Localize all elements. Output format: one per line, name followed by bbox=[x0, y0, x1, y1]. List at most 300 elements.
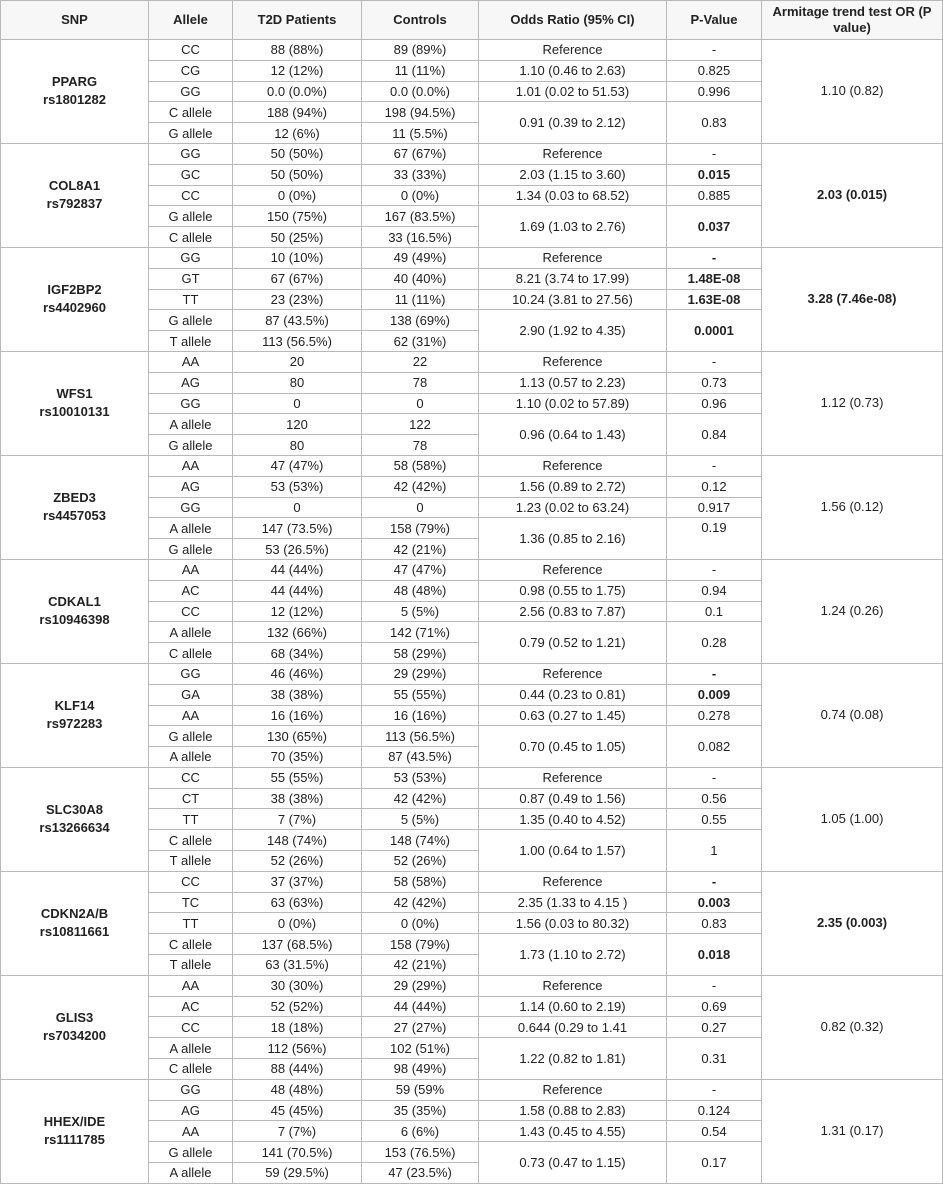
trend-cell: 2.35 (0.003) bbox=[762, 871, 943, 975]
allele-cell: A allele bbox=[149, 622, 233, 643]
t2d-cell: 63 (63%) bbox=[233, 892, 362, 913]
snp-gene: GLIS3 bbox=[55, 1010, 94, 1026]
controls-cell: 138 (69%) bbox=[362, 310, 479, 331]
controls-cell: 158 (79%) bbox=[362, 518, 479, 539]
controls-cell: 35 (35%) bbox=[362, 1100, 479, 1121]
allele-cell: GG bbox=[149, 143, 233, 164]
allele-cell: A allele bbox=[149, 1163, 233, 1184]
t2d-cell: 48 (48%) bbox=[233, 1079, 362, 1100]
t2d-cell: 147 (73.5%) bbox=[233, 518, 362, 539]
table-row bbox=[1, 1079, 943, 1100]
p-value-cell: 0.018 bbox=[667, 934, 762, 976]
allele-cell: C allele bbox=[149, 830, 233, 851]
t2d-cell: 80 bbox=[233, 372, 362, 393]
controls-cell: 0 bbox=[362, 497, 479, 518]
allele-cell: CC bbox=[149, 767, 233, 788]
allele-cell: CC bbox=[149, 871, 233, 892]
p-value-cell: 0.94 bbox=[667, 580, 762, 601]
allele-cell: CG bbox=[149, 60, 233, 81]
p-value-cell: 0.003 bbox=[667, 892, 762, 913]
controls-cell: 42 (42%) bbox=[362, 788, 479, 809]
allele-cell: AG bbox=[149, 476, 233, 497]
header-t2d-patients: T2D Patients bbox=[233, 1, 362, 40]
trend-cell: 1.56 (0.12) bbox=[762, 455, 943, 559]
p-value-cell: 0.69 bbox=[667, 996, 762, 1017]
table-row bbox=[1, 351, 943, 372]
controls-cell: 113 (56.5%) bbox=[362, 726, 479, 747]
snp-cell bbox=[1, 975, 149, 1079]
header-armitage-trend: Armitage trend test OR (P value) bbox=[762, 1, 943, 40]
odds-ratio-cell: 0.644 (0.29 to 1.41 bbox=[479, 1017, 667, 1038]
t2d-cell: 59 (29.5%) bbox=[233, 1163, 362, 1184]
p-value-cell: 0.84 bbox=[667, 414, 762, 456]
odds-ratio-cell: 0.98 (0.55 to 1.75) bbox=[479, 580, 667, 601]
odds-ratio-cell: 1.34 (0.03 to 68.52) bbox=[479, 185, 667, 206]
allele-cell: GC bbox=[149, 164, 233, 185]
t2d-cell: 148 (74%) bbox=[233, 830, 362, 851]
snp-cell bbox=[1, 351, 149, 455]
t2d-cell: 0 (0%) bbox=[233, 185, 362, 206]
snp-gene: PPARG bbox=[51, 74, 98, 90]
p-value-cell: - bbox=[667, 663, 762, 684]
t2d-cell: 47 (47%) bbox=[233, 455, 362, 476]
t2d-cell: 12 (12%) bbox=[233, 60, 362, 81]
controls-cell: 29 (29%) bbox=[362, 663, 479, 684]
trend-cell: 1.31 (0.17) bbox=[762, 1079, 943, 1183]
trend-cell: 3.28 (7.46e-08) bbox=[762, 247, 943, 351]
p-value-cell: 0.825 bbox=[667, 60, 762, 81]
controls-cell: 148 (74%) bbox=[362, 830, 479, 851]
t2d-cell: 12 (12%) bbox=[233, 601, 362, 622]
t2d-cell: 0 (0%) bbox=[233, 913, 362, 934]
odds-ratio-cell: 8.21 (3.74 to 17.99) bbox=[479, 268, 667, 289]
header-controls: Controls bbox=[362, 1, 479, 40]
controls-cell: 42 (21%) bbox=[362, 539, 479, 560]
snp-gene: WFS1 bbox=[56, 386, 93, 402]
allele-cell: GG bbox=[149, 663, 233, 684]
allele-cell: GA bbox=[149, 684, 233, 705]
allele-cell: GG bbox=[149, 247, 233, 268]
controls-cell: 11 (5.5%) bbox=[362, 123, 479, 144]
allele-cell: TT bbox=[149, 809, 233, 830]
snp-rsid: rs10946398 bbox=[39, 612, 110, 628]
p-value-cell: 0.73 bbox=[667, 372, 762, 393]
odds-ratio-cell: 0.96 (0.64 to 1.43) bbox=[479, 414, 667, 456]
controls-cell: 5 (5%) bbox=[362, 809, 479, 830]
p-value-cell: 0.1 bbox=[667, 601, 762, 622]
allele-cell: GG bbox=[149, 1079, 233, 1100]
controls-cell: 11 (11%) bbox=[362, 60, 479, 81]
controls-cell: 49 (49%) bbox=[362, 247, 479, 268]
t2d-cell: 53 (53%) bbox=[233, 476, 362, 497]
t2d-cell: 7 (7%) bbox=[233, 809, 362, 830]
t2d-cell: 50 (25%) bbox=[233, 227, 362, 248]
snp-rsid: rs10010131 bbox=[39, 404, 110, 420]
t2d-cell: 67 (67%) bbox=[233, 268, 362, 289]
odds-ratio-cell: 2.56 (0.83 to 7.87) bbox=[479, 601, 667, 622]
odds-ratio-cell: 0.70 (0.45 to 1.05) bbox=[479, 726, 667, 768]
snp-gene: HHEX/IDE bbox=[43, 1114, 106, 1130]
controls-cell: 167 (83.5%) bbox=[362, 206, 479, 227]
controls-cell: 47 (23.5%) bbox=[362, 1163, 479, 1184]
controls-cell: 122 bbox=[362, 414, 479, 435]
header-allele: Allele bbox=[149, 1, 233, 40]
t2d-cell: 188 (94%) bbox=[233, 102, 362, 123]
t2d-cell: 0 bbox=[233, 393, 362, 414]
t2d-cell: 16 (16%) bbox=[233, 705, 362, 726]
p-value-cell: 1 bbox=[667, 830, 762, 872]
snp-rsid: rs13266634 bbox=[39, 820, 110, 836]
p-value-cell: 0.917 bbox=[667, 497, 762, 518]
p-value-cell: 0.037 bbox=[667, 206, 762, 248]
odds-ratio-cell: 1.73 (1.10 to 2.72) bbox=[479, 934, 667, 976]
t2d-cell: 37 (37%) bbox=[233, 871, 362, 892]
snp-rsid: rs1801282 bbox=[43, 92, 106, 108]
t2d-cell: 70 (35%) bbox=[233, 747, 362, 768]
allele-cell: CC bbox=[149, 40, 233, 61]
table-row bbox=[1, 663, 943, 684]
controls-cell: 47 (47%) bbox=[362, 559, 479, 580]
t2d-cell: 53 (26.5%) bbox=[233, 539, 362, 560]
odds-ratio-cell: Reference bbox=[479, 663, 667, 684]
odds-ratio-cell: 1.35 (0.40 to 4.52) bbox=[479, 809, 667, 830]
snp-gene: CDKN2A/B bbox=[40, 906, 109, 922]
t2d-cell: 120 bbox=[233, 414, 362, 435]
controls-cell: 55 (55%) bbox=[362, 684, 479, 705]
allele-cell: A allele bbox=[149, 414, 233, 435]
allele-cell: C allele bbox=[149, 1059, 233, 1080]
odds-ratio-cell: 0.63 (0.27 to 1.45) bbox=[479, 705, 667, 726]
odds-ratio-cell: Reference bbox=[479, 975, 667, 996]
allele-cell: GG bbox=[149, 497, 233, 518]
p-value-cell: 0.83 bbox=[667, 913, 762, 934]
controls-cell: 102 (51%) bbox=[362, 1038, 479, 1059]
controls-cell: 42 (42%) bbox=[362, 892, 479, 913]
p-value-cell: 0.082 bbox=[667, 726, 762, 768]
allele-cell: CC bbox=[149, 185, 233, 206]
p-value-cell: - bbox=[667, 871, 762, 892]
snp-cell bbox=[1, 455, 149, 559]
p-value-cell: - bbox=[667, 143, 762, 164]
trend-cell: 0.82 (0.32) bbox=[762, 975, 943, 1079]
controls-cell: 78 bbox=[362, 435, 479, 456]
odds-ratio-cell: 1.43 (0.45 to 4.55) bbox=[479, 1121, 667, 1142]
p-value-cell: 0.885 bbox=[667, 185, 762, 206]
trend-cell: 1.12 (0.73) bbox=[762, 351, 943, 455]
t2d-cell: 30 (30%) bbox=[233, 975, 362, 996]
allele-cell: AA bbox=[149, 705, 233, 726]
t2d-cell: 38 (38%) bbox=[233, 684, 362, 705]
controls-cell: 98 (49%) bbox=[362, 1059, 479, 1080]
snp-cell bbox=[1, 1079, 149, 1183]
t2d-cell: 130 (65%) bbox=[233, 726, 362, 747]
allele-cell: AG bbox=[149, 1100, 233, 1121]
snp-rsid: rs1111785 bbox=[44, 1132, 105, 1148]
allele-cell: AC bbox=[149, 996, 233, 1017]
odds-ratio-cell: 1.10 (0.46 to 2.63) bbox=[479, 60, 667, 81]
t2d-cell: 63 (31.5%) bbox=[233, 955, 362, 976]
controls-cell: 33 (33%) bbox=[362, 164, 479, 185]
snp-rsid: rs4402960 bbox=[43, 300, 106, 316]
p-value-cell: 0.009 bbox=[667, 684, 762, 705]
controls-cell: 22 bbox=[362, 351, 479, 372]
odds-ratio-cell: 1.23 (0.02 to 63.24) bbox=[479, 497, 667, 518]
header-row bbox=[1, 1, 943, 40]
controls-cell: 78 bbox=[362, 372, 479, 393]
p-value-cell: - bbox=[667, 351, 762, 372]
t2d-cell: 52 (52%) bbox=[233, 996, 362, 1017]
controls-cell: 58 (58%) bbox=[362, 871, 479, 892]
allele-cell: C allele bbox=[149, 934, 233, 955]
t2d-cell: 50 (50%) bbox=[233, 164, 362, 185]
odds-ratio-cell: 1.56 (0.03 to 80.32) bbox=[479, 913, 667, 934]
allele-cell: TT bbox=[149, 913, 233, 934]
snp-rsid: rs10811661 bbox=[39, 924, 110, 940]
allele-cell: G allele bbox=[149, 206, 233, 227]
controls-cell: 5 (5%) bbox=[362, 601, 479, 622]
t2d-cell: 18 (18%) bbox=[233, 1017, 362, 1038]
t2d-cell: 45 (45%) bbox=[233, 1100, 362, 1121]
allele-cell: AA bbox=[149, 455, 233, 476]
t2d-cell: 46 (46%) bbox=[233, 663, 362, 684]
snp-gene: COL8A1 bbox=[48, 178, 101, 194]
allele-cell: TC bbox=[149, 892, 233, 913]
table-row bbox=[1, 871, 943, 892]
p-value-cell: 0.17 bbox=[667, 1142, 762, 1184]
controls-cell: 53 (53%) bbox=[362, 767, 479, 788]
snp-rsid: rs4457053 bbox=[43, 508, 106, 524]
p-value-cell: 0.278 bbox=[667, 705, 762, 726]
p-value-cell: 0.55 bbox=[667, 809, 762, 830]
allele-cell: T allele bbox=[149, 955, 233, 976]
controls-cell: 40 (40%) bbox=[362, 268, 479, 289]
odds-ratio-cell: 1.56 (0.89 to 2.72) bbox=[479, 476, 667, 497]
t2d-cell: 132 (66%) bbox=[233, 622, 362, 643]
p-value-cell: - bbox=[667, 455, 762, 476]
header-odds-ratio: Odds Ratio (95% CI) bbox=[479, 1, 667, 40]
odds-ratio-cell: 1.00 (0.64 to 1.57) bbox=[479, 830, 667, 872]
t2d-cell: 141 (70.5%) bbox=[233, 1142, 362, 1163]
t2d-cell: 55 (55%) bbox=[233, 767, 362, 788]
p-value-cell: 0.015 bbox=[667, 164, 762, 185]
odds-ratio-cell: 1.58 (0.88 to 2.83) bbox=[479, 1100, 667, 1121]
odds-ratio-cell: Reference bbox=[479, 40, 667, 61]
p-value-cell: 0.996 bbox=[667, 81, 762, 102]
p-value-cell: - bbox=[667, 1079, 762, 1100]
snp-gene: KLF14 bbox=[54, 698, 95, 714]
table-row bbox=[1, 455, 943, 476]
table-row bbox=[1, 975, 943, 996]
odds-ratio-cell: 1.69 (1.03 to 2.76) bbox=[479, 206, 667, 248]
controls-cell: 158 (79%) bbox=[362, 934, 479, 955]
controls-cell: 44 (44%) bbox=[362, 996, 479, 1017]
controls-cell: 11 (11%) bbox=[362, 289, 479, 310]
snp-cell bbox=[1, 40, 149, 144]
trend-cell: 1.24 (0.26) bbox=[762, 559, 943, 663]
snp-gene: SLC30A8 bbox=[45, 802, 104, 818]
t2d-cell: 12 (6%) bbox=[233, 123, 362, 144]
controls-cell: 0 (0%) bbox=[362, 185, 479, 206]
t2d-cell: 0.0 (0.0%) bbox=[233, 81, 362, 102]
trend-cell: 1.10 (0.82) bbox=[762, 40, 943, 144]
allele-cell: CT bbox=[149, 788, 233, 809]
allele-cell: CC bbox=[149, 1017, 233, 1038]
snp-rsid: rs792837 bbox=[46, 196, 103, 212]
odds-ratio-cell: Reference bbox=[479, 247, 667, 268]
t2d-cell: 137 (68.5%) bbox=[233, 934, 362, 955]
odds-ratio-cell: Reference bbox=[479, 871, 667, 892]
t2d-cell: 88 (88%) bbox=[233, 40, 362, 61]
snp-rsid: rs7034200 bbox=[43, 1028, 106, 1044]
p-value-cell: 0.54 bbox=[667, 1121, 762, 1142]
p-value-cell: 0.124 bbox=[667, 1100, 762, 1121]
odds-ratio-cell: 1.14 (0.60 to 2.19) bbox=[479, 996, 667, 1017]
allele-cell: G allele bbox=[149, 123, 233, 144]
t2d-cell: 150 (75%) bbox=[233, 206, 362, 227]
odds-ratio-cell: 0.91 (0.39 to 2.12) bbox=[479, 102, 667, 144]
controls-cell: 87 (43.5%) bbox=[362, 747, 479, 768]
snp-cell bbox=[1, 663, 149, 767]
p-value-cell: - bbox=[667, 247, 762, 268]
controls-cell: 153 (76.5%) bbox=[362, 1142, 479, 1163]
controls-cell: 42 (42%) bbox=[362, 476, 479, 497]
t2d-cell: 113 (56.5%) bbox=[233, 331, 362, 352]
snp-cell bbox=[1, 871, 149, 975]
controls-cell: 33 (16.5%) bbox=[362, 227, 479, 248]
odds-ratio-cell: 2.03 (1.15 to 3.60) bbox=[479, 164, 667, 185]
allele-cell: G allele bbox=[149, 310, 233, 331]
controls-cell: 67 (67%) bbox=[362, 143, 479, 164]
p-value-cell: - bbox=[667, 559, 762, 580]
allele-cell: A allele bbox=[149, 1038, 233, 1059]
t2d-cell: 50 (50%) bbox=[233, 143, 362, 164]
odds-ratio-cell: Reference bbox=[479, 767, 667, 788]
p-value-cell: 0.27 bbox=[667, 1017, 762, 1038]
controls-cell: 0 bbox=[362, 393, 479, 414]
table-row bbox=[1, 247, 943, 268]
snp-cell bbox=[1, 559, 149, 663]
t2d-cell: 20 bbox=[233, 351, 362, 372]
table-row bbox=[1, 143, 943, 164]
trend-cell: 1.05 (1.00) bbox=[762, 767, 943, 871]
p-value-cell: 0.28 bbox=[667, 622, 762, 664]
odds-ratio-cell: 1.22 (0.82 to 1.81) bbox=[479, 1038, 667, 1080]
table-body bbox=[1, 40, 943, 1184]
odds-ratio-cell: 2.90 (1.92 to 4.35) bbox=[479, 310, 667, 352]
snp-cell bbox=[1, 143, 149, 247]
allele-cell: T allele bbox=[149, 851, 233, 872]
controls-cell: 42 (21%) bbox=[362, 955, 479, 976]
trend-cell: 0.74 (0.08) bbox=[762, 663, 943, 767]
allele-cell: AA bbox=[149, 1121, 233, 1142]
allele-cell: AA bbox=[149, 351, 233, 372]
allele-cell: GG bbox=[149, 393, 233, 414]
snp-cell bbox=[1, 247, 149, 351]
controls-cell: 52 (26%) bbox=[362, 851, 479, 872]
allele-cell: A allele bbox=[149, 518, 233, 539]
allele-cell: AG bbox=[149, 372, 233, 393]
allele-cell: G allele bbox=[149, 539, 233, 560]
allele-cell: C allele bbox=[149, 102, 233, 123]
odds-ratio-cell: 1.10 (0.02 to 57.89) bbox=[479, 393, 667, 414]
controls-cell: 142 (71%) bbox=[362, 622, 479, 643]
allele-cell: CC bbox=[149, 601, 233, 622]
t2d-cell: 44 (44%) bbox=[233, 559, 362, 580]
snp-gene: ZBED3 bbox=[53, 490, 96, 506]
t2d-cell: 0 bbox=[233, 497, 362, 518]
p-value-cell: 0.83 bbox=[667, 102, 762, 144]
t2d-cell: 52 (26%) bbox=[233, 851, 362, 872]
table-row bbox=[1, 767, 943, 788]
odds-ratio-cell: 0.79 (0.52 to 1.21) bbox=[479, 622, 667, 664]
controls-cell: 0 (0%) bbox=[362, 913, 479, 934]
allele-cell: A allele bbox=[149, 747, 233, 768]
t2d-cell: 23 (23%) bbox=[233, 289, 362, 310]
controls-cell: 6 (6%) bbox=[362, 1121, 479, 1142]
t2d-cell: 68 (34%) bbox=[233, 643, 362, 664]
allele-cell: T allele bbox=[149, 331, 233, 352]
controls-cell: 62 (31%) bbox=[362, 331, 479, 352]
controls-cell: 59 (59% bbox=[362, 1079, 479, 1100]
odds-ratio-cell: Reference bbox=[479, 455, 667, 476]
snp-rsid: rs972283 bbox=[46, 716, 103, 732]
p-value-cell: - bbox=[667, 975, 762, 996]
allele-cell: AA bbox=[149, 975, 233, 996]
controls-cell: 27 (27%) bbox=[362, 1017, 479, 1038]
p-value-cell: - bbox=[667, 40, 762, 61]
p-value-cell: 0.56 bbox=[667, 788, 762, 809]
odds-ratio-cell: 10.24 (3.81 to 27.56) bbox=[479, 289, 667, 310]
t2d-cell: 88 (44%) bbox=[233, 1059, 362, 1080]
controls-cell: 89 (89%) bbox=[362, 40, 479, 61]
t2d-cell: 10 (10%) bbox=[233, 247, 362, 268]
odds-ratio-cell: 1.01 (0.02 to 51.53) bbox=[479, 81, 667, 102]
controls-cell: 0.0 (0.0%) bbox=[362, 81, 479, 102]
snp-cell bbox=[1, 767, 149, 871]
odds-ratio-cell: 0.44 (0.23 to 0.81) bbox=[479, 684, 667, 705]
controls-cell: 48 (48%) bbox=[362, 580, 479, 601]
allele-cell: G allele bbox=[149, 726, 233, 747]
table-row bbox=[1, 559, 943, 580]
header-snp: SNP bbox=[1, 1, 149, 40]
snp-gene: CDKAL1 bbox=[48, 594, 101, 610]
allele-cell: TT bbox=[149, 289, 233, 310]
p-value-cell: 0.0001 bbox=[667, 310, 762, 352]
p-value-cell: - bbox=[667, 767, 762, 788]
odds-ratio-cell: 1.36 (0.85 to 2.16) bbox=[479, 518, 667, 560]
allele-cell: AC bbox=[149, 580, 233, 601]
odds-ratio-cell: Reference bbox=[479, 143, 667, 164]
odds-ratio-cell: Reference bbox=[479, 351, 667, 372]
t2d-cell: 7 (7%) bbox=[233, 1121, 362, 1142]
p-value-cell: 0.96 bbox=[667, 393, 762, 414]
allele-cell: GT bbox=[149, 268, 233, 289]
odds-ratio-cell: 2.35 (1.33 to 4.15 ) bbox=[479, 892, 667, 913]
allele-cell: GG bbox=[149, 81, 233, 102]
allele-cell: C allele bbox=[149, 643, 233, 664]
t2d-cell: 87 (43.5%) bbox=[233, 310, 362, 331]
allele-cell: G allele bbox=[149, 1142, 233, 1163]
t2d-cell: 44 (44%) bbox=[233, 580, 362, 601]
odds-ratio-cell: 1.13 (0.57 to 2.23) bbox=[479, 372, 667, 393]
p-value-cell: 0.12 bbox=[667, 476, 762, 497]
controls-cell: 16 (16%) bbox=[362, 705, 479, 726]
controls-cell: 29 (29%) bbox=[362, 975, 479, 996]
t2d-cell: 38 (38%) bbox=[233, 788, 362, 809]
snp-gene: IGF2BP2 bbox=[47, 282, 102, 298]
p-value-cell: 1.63E-08 bbox=[667, 289, 762, 310]
controls-cell: 198 (94.5%) bbox=[362, 102, 479, 123]
